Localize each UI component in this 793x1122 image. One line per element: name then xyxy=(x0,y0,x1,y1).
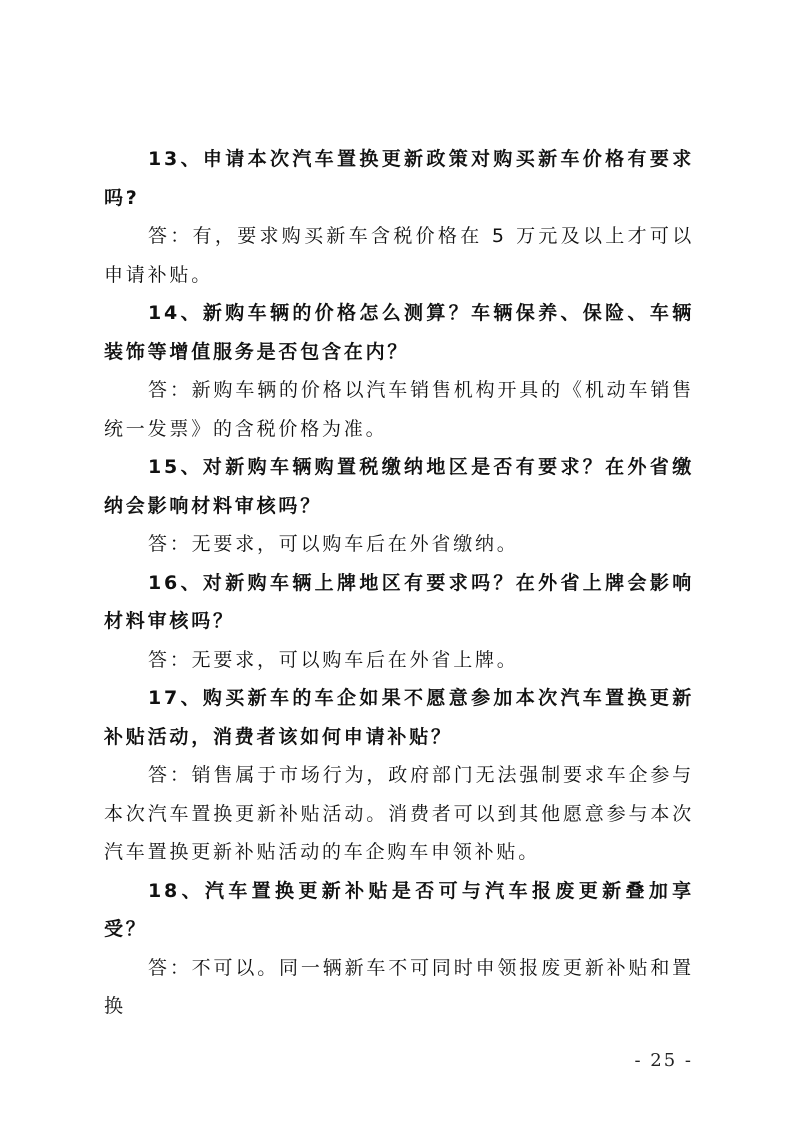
question-17: 17、购买新车的车企如果不愿意参加本次汽车置换更新补贴活动，消费者该如何申请补贴？ xyxy=(104,687,694,748)
answer-14: 答：新购车辆的价格以汽车销售机构开具的《机动车销售统一发票》的含税价格为准。 xyxy=(104,379,694,440)
answer-15: 答：无要求，可以购车后在外省缴纳。 xyxy=(148,533,519,555)
page-number: - 25 - xyxy=(634,1050,693,1071)
answer-13: 答：有，要求购买新车含税价格在 5 万元及以上才可以申请补贴。 xyxy=(104,225,694,286)
question-14: 14、新购车辆的价格怎么测算？车辆保养、保险、车辆装饰等增值服务是否包含在内？ xyxy=(104,302,694,363)
answer-18: 答：不可以。同一辆新车不可同时申领报废更新补贴和置换 xyxy=(104,956,694,1017)
question-13: 13、申请本次汽车置换更新政策对购买新车价格有要求吗? xyxy=(104,148,694,209)
answer-16: 答：无要求，可以购车后在外省上牌。 xyxy=(148,648,519,671)
question-18: 18、汽车置换更新补贴是否可与汽车报废更新叠加享受？ xyxy=(104,879,694,940)
answer-17: 答：销售属于市场行为，政府部门无法强制要求车企参与本次汽车置换更新补贴活动。消费者可以到其他愿意参与本次汽车置换更新补贴活动的车企购车申领补贴。 xyxy=(104,764,694,863)
question-15: 15、对新购车辆购置税缴纳地区是否有要求？在外省缴纳会影响材料审核吗？ xyxy=(104,456,694,517)
faq-content xyxy=(104,140,694,1026)
question-16: 16、对新购车辆上牌地区有要求吗？在外省上牌会影响材料审核吗？ xyxy=(104,571,694,632)
